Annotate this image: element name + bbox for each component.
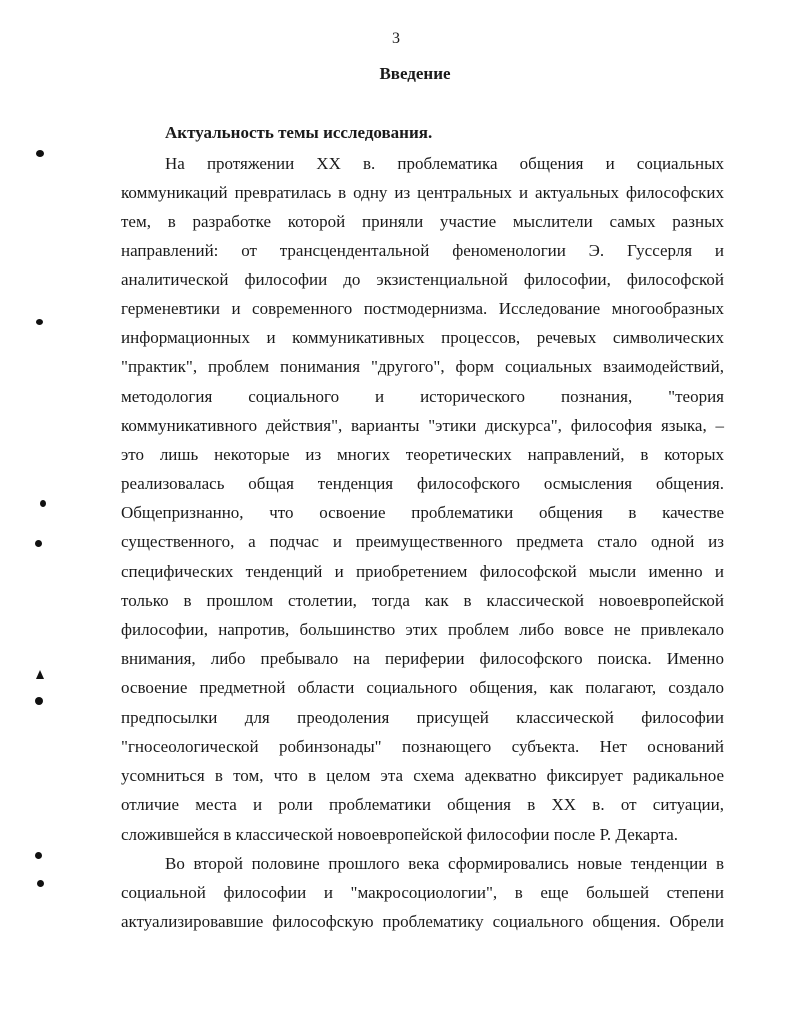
- text-line: это лишь некоторые из многих теоретических направлений, в которых: [121, 445, 724, 464]
- scan-speck: [35, 852, 42, 859]
- text-line: герменевтики и современного постмодернизма. Исследование многообразных: [121, 299, 724, 318]
- text-line: тем, в разработке которой приняли участие мыслители самых разных: [121, 212, 724, 231]
- text-line: специфических тенденций и приобретением философской мысли именно и: [121, 562, 724, 581]
- text-line: "практик", проблем понимания "другого", форм социальных взаимодействий,: [121, 357, 724, 376]
- scan-speck: [40, 500, 46, 507]
- text-line: социальной философии и "макросоциологии", в еще большей степени: [121, 883, 724, 902]
- scan-speck: [36, 150, 44, 157]
- text-line: информационных и коммуникативных процессов, речевых символических: [121, 328, 724, 347]
- page-heading: Введение: [379, 64, 451, 83]
- text-line: Во второй половине прошлого века сформировались новые тенденции в: [165, 854, 724, 873]
- text-line: только в прошлом столетии, тогда как в классической новоевропейской: [121, 591, 724, 610]
- text-line: сложившейся в классической новоевропейской философии после Р. Декарта.: [121, 825, 679, 844]
- text-line: методология социального и исторического познания, "теория: [121, 387, 724, 406]
- text-line: актуализировавшие философскую проблематику социального общения. Обрели: [121, 912, 724, 931]
- text-line: направлений: от трансцендентальной феноменологии Э. Гуссерля и: [121, 241, 724, 260]
- text-line: реализовалась общая тенденция философского осмысления общения.: [121, 474, 724, 493]
- scan-speck: [36, 319, 43, 325]
- scan-speck: [35, 697, 43, 705]
- text-line: усомниться в том, что в целом эта схема адекватно фиксирует радикальное: [121, 766, 724, 785]
- text-line: освоение предметной области социального общения, как полагают, создало: [121, 678, 724, 697]
- scan-speck: [35, 540, 42, 547]
- text-line: философии, напротив, большинство этих проблем либо вовсе не привлекало: [121, 620, 724, 639]
- text-line: На протяжении XX в. проблематика общения и социальных: [165, 154, 724, 173]
- page-number: 3: [392, 30, 400, 47]
- text-line: аналитической философии до экзистенциальной философии, философской: [121, 270, 724, 289]
- text-line: внимания, либо пребывало на периферии философского поиска. Именно: [121, 649, 724, 668]
- scan-speck: [36, 670, 44, 679]
- section-subheading: Актуальность темы исследования.: [165, 123, 433, 142]
- scan-speck: [37, 880, 44, 887]
- text-line: отличие места и роли проблематики общения в XX в. от ситуации,: [121, 795, 724, 814]
- text-line: существенного, а подчас и преимущественного предмета стало одной из: [121, 532, 724, 551]
- text-line: Общепризнанно, что освоение проблематики общения в качестве: [121, 503, 724, 522]
- text-line: коммуникаций превратилась в одну из центральных и актуальных философских: [121, 183, 724, 202]
- text-line: "гносеологической робинзонады" познающего субъекта. Нет оснований: [121, 737, 724, 756]
- text-line: коммуникативного действия", варианты "этики дискурса", философия языка, –: [121, 416, 724, 435]
- text-line: предпосылки для преодоления присущей классической философии: [121, 708, 724, 727]
